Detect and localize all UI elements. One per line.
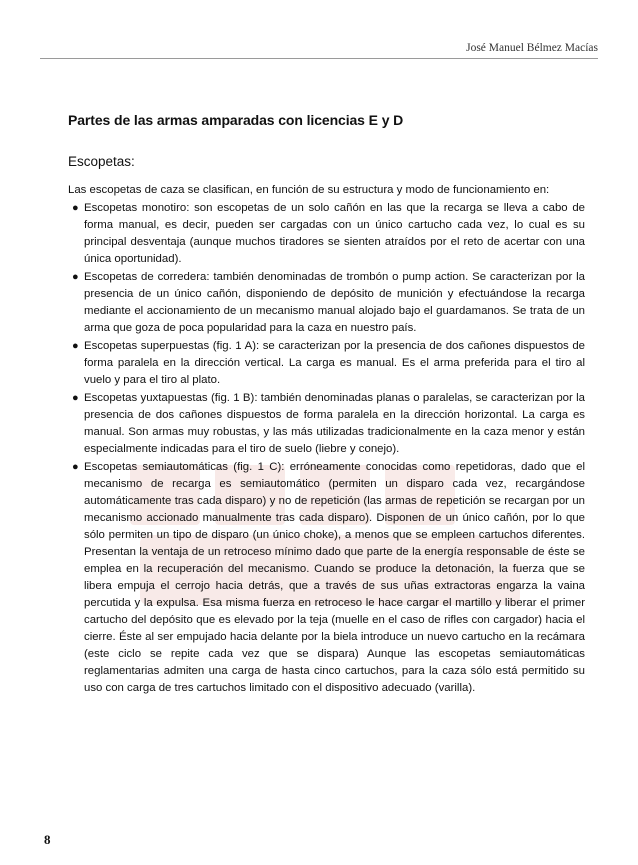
bullet-icon: ● — [72, 461, 79, 473]
list-item — [68, 459, 585, 697]
list-item-text: Escopetas de corredera: también denominadas de trombón o pump action. Se caracterizan por la presencia de un único cañón, disponiendo de depósito de munición y efectuándose la recarga mediante el accionamiento de un mecanismo manual alojado bajo el guardamanos. Se trata de un arma que goza de poca popularidad para la caza en nuestro país. — [84, 271, 585, 334]
section-title: Partes de las armas amparadas con licencias E y D — [68, 112, 404, 128]
list-item-text: Escopetas yuxtapuestas (fig. 1 B): también denominadas planas o paralelas, se caracterizan por la presencia de dos cañones dispuestos de forma paralela en la dirección horizontal. La carga es manual. Son armas muy robustas, y las más utilizadas tradicionalmente en la caza menor y están especialmente indicadas para el tiro de suelo (liebre y conejo). — [84, 392, 585, 455]
list-item — [68, 390, 585, 458]
list-item — [68, 200, 585, 268]
bullet-icon: ● — [72, 271, 79, 283]
intro-paragraph: Las escopetas de caza se clasifican, en función de su estructura y modo de funcionamiento en: — [68, 184, 550, 196]
subsection-heading: Escopetas: — [68, 154, 135, 169]
bullet-icon: ● — [72, 202, 79, 214]
bullet-icon: ● — [72, 340, 79, 352]
list-item-text: Escopetas superpuestas (fig. 1 A): se caracterizan por la presencia de dos cañones dispuestos de forma paralela en la dirección vertical. La carga es manual. Es el arma preferida para el tiro al vuelo y para el tiro al plato. — [84, 340, 585, 386]
bullet-icon: ● — [72, 392, 79, 404]
list-item — [68, 269, 585, 337]
header-author: José Manuel Bélmez Macías — [466, 42, 598, 54]
list-item-text: Escopetas monotiro: son escopetas de un solo cañón en las que la recarga se lleva a cabo de forma manual, es decir, pueden ser cargadas con un único cartucho cada vez, lo cual es su principal desventaja (aunque muchos tiradores se sienten atraídos por el reto de acertar con una única oportunidad). — [84, 202, 585, 265]
list-item — [68, 338, 585, 389]
header-divider — [40, 58, 598, 59]
list-item-text: Escopetas semiautomáticas (fig. 1 C): erróneamente conocidas como repetidoras, dado que el mecanismo de recarga es semiautomático (permiten un disparo cada vez, recargándose automáticamente tras cada disparo) y no de repetición (las armas de repetición se recargan por un mecanismo accionado manualmente tras cada disparo). Disponen de un único cañón, por lo que sólo permiten un tipo de disparo (un único choke), a menos que se empleen cartuchos diferentes. Presentan la ventaja de un retroceso mínimo dado que parte de la energía responsable de éste se emplea en la recuperación del mecanismo. Cuando se produce la detonación, la fuerza que se libera empuja el cerrojo hacia detrás, que a través de sus uñas extractoras engarza la vaina percutida y la expulsa. Esa misma fuerza en retroceso le hace cargar el martillo y liberar el primer cartucho del depósito que es elevado por la teja (muelle en el caso de rifles con cargador) hacia el cierre. Éste al ser empujado hacia delante por la biela introduce un nuevo cartucho en la recámara (este ciclo se repite cada vez que se dispara) Aunque las escopetas semiautomáticas reglamentarias admiten una carga de hasta cinco cartuchos, para la caza sólo está permitido su uso con carga de tres cartuchos limitado con el dispositivo adecuado (varilla). — [84, 461, 585, 694]
page-number: 8 — [44, 832, 51, 847]
shotgun-types-list — [68, 200, 585, 697]
